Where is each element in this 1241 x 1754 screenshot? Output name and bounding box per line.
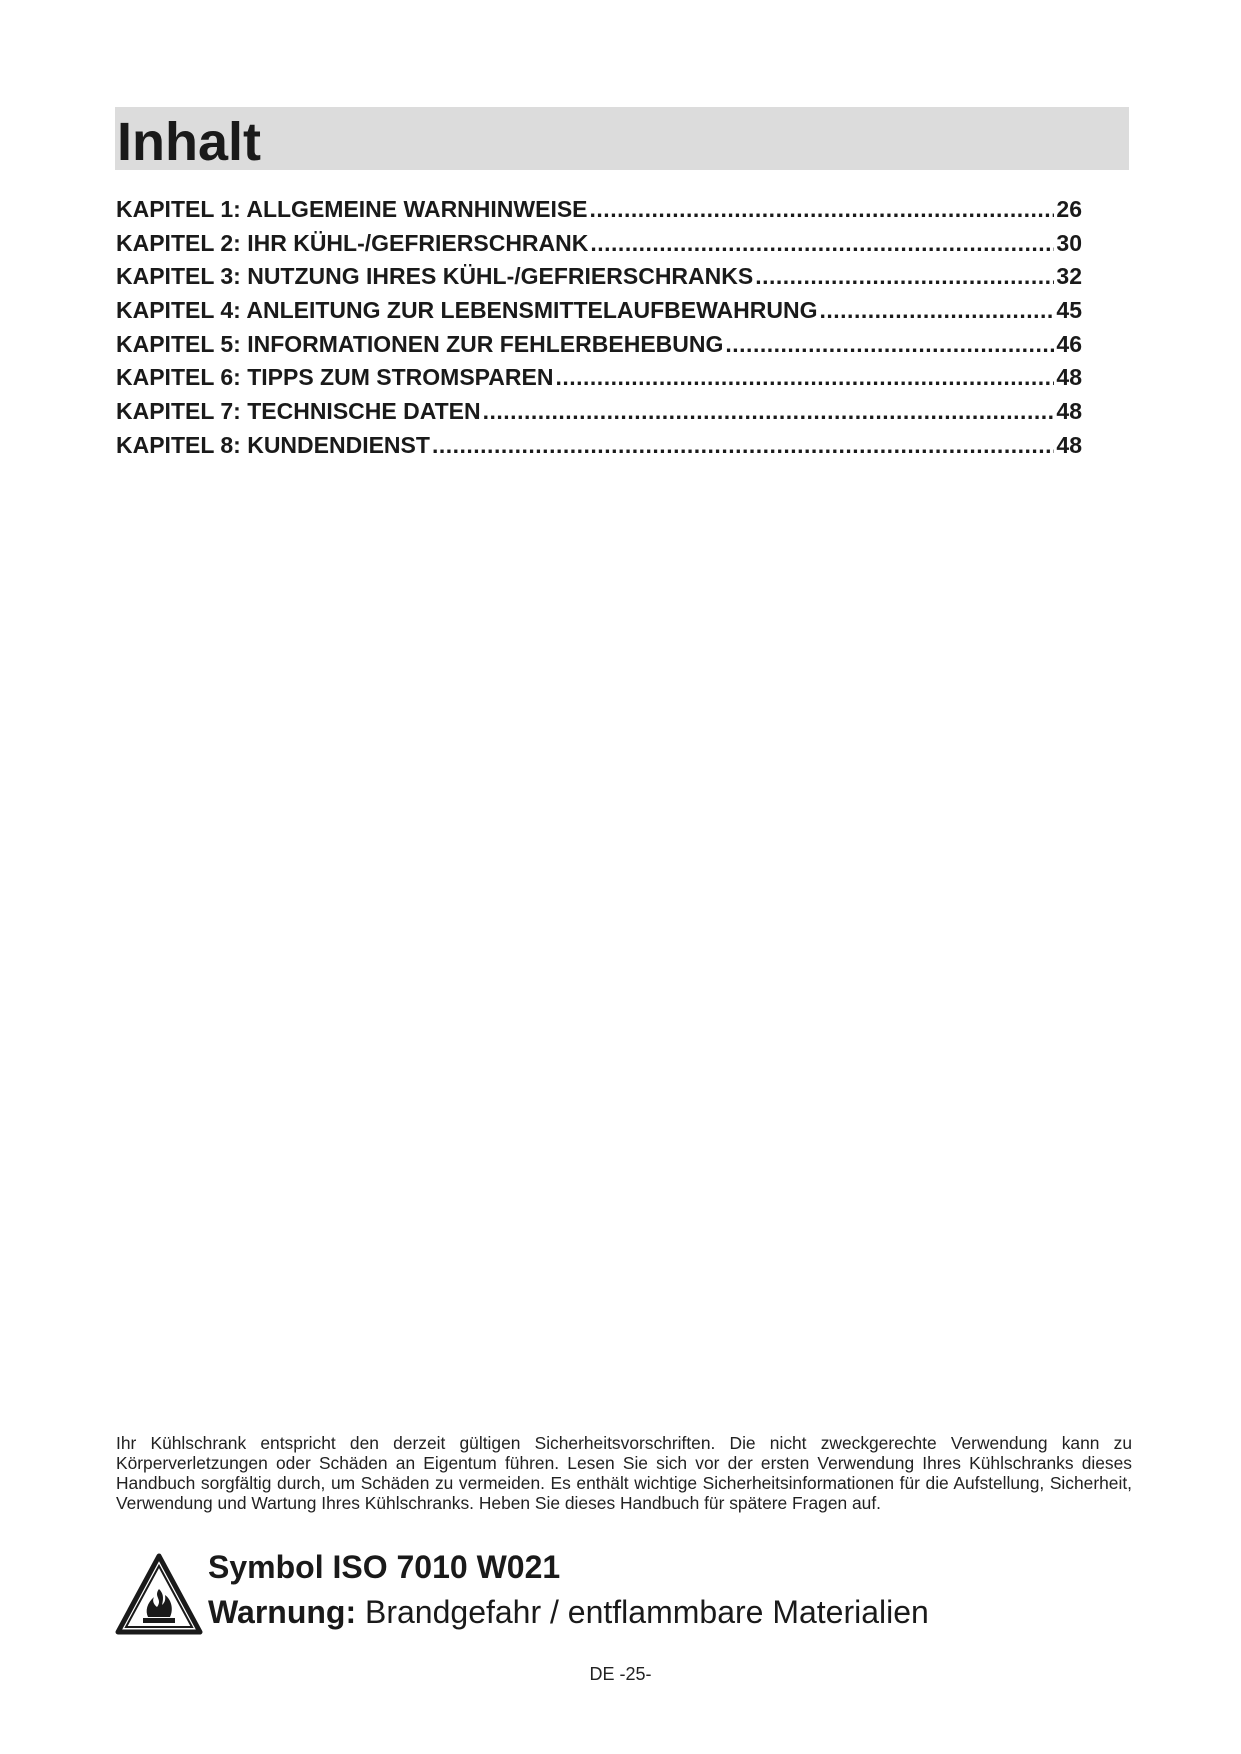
toc-entry-page: 48 [1056,364,1082,391]
toc-leader-dots [755,263,1054,290]
toc-entry-title: KAPITEL 6: TIPPS ZUM STROMSPAREN [116,364,554,391]
toc-entry-page: 46 [1056,330,1082,357]
toc-entry-title: KAPITEL 4: ANLEITUNG ZUR LEBENSMITTELAUFBEWAHRUNG [116,297,818,324]
toc-entry-page: 30 [1056,229,1082,256]
toc-leader-dots [820,297,1055,324]
page-title: Inhalt [117,112,261,172]
toc-leader-dots [555,364,1054,391]
toc-entry[interactable] [116,331,1082,365]
toc-entry-title: KAPITEL 3: NUTZUNG IHRES KÜHL-/GEFRIERSCHRANKS [116,263,754,290]
toc-entry[interactable] [116,263,1082,297]
toc-entry-page: 48 [1056,398,1082,425]
toc-entry-title: KAPITEL 1: ALLGEMEINE WARNHINWEISE [116,196,588,222]
toc-entry[interactable] [116,364,1082,398]
toc-leader-dots [725,331,1054,358]
toc-entry[interactable] [116,432,1082,466]
toc-entry-title: KAPITEL 7: TECHNISCHE DATEN [116,398,481,425]
table-of-contents [116,196,1082,466]
intro-paragraph: Ihr Kühlschrank entspricht den derzeit gültigen Sicherheitsvorschriften. Die nicht zweckgerechte Verwendung kann zu Körperverletzungen oder Schäden an Eigentum führen. Lesen Sie sich vor der ersten Verwendung Ihres Kühlschranks dieses Handbuch sorgfältig durch, um Schäden zu vermeiden. Es enthält wichtige Sicherheitsinformationen für die Aufstellung, Sicherheit, Verwendung und Wartung Ihres Kühlschranks. Heben Sie dieses Handbuch für spätere Fragen auf. [116,1433,1132,1513]
toc-entry-page: 32 [1056,263,1082,290]
toc-entry[interactable] [116,196,1082,230]
toc-leader-dots [590,196,1055,223]
flammable-warning-icon [115,1553,203,1635]
toc-entry-page: 48 [1056,431,1082,458]
warning-line [208,1594,929,1631]
toc-entry[interactable] [116,297,1082,331]
toc-leader-dots [432,432,1054,459]
toc-entry-title: KAPITEL 5: INFORMATIONEN ZUR FEHLERBEHEBUNG [116,330,724,357]
title-bar [115,107,1129,170]
warning-label: Warnung: [208,1594,357,1630]
toc-entry-page: 45 [1056,297,1082,324]
warning-symbol-title: Symbol ISO 7010 W021 [208,1549,561,1585]
toc-entry[interactable] [116,230,1082,264]
warning-block [115,1549,1115,1663]
warning-text: Brandgefahr / entflammbare Materialien [365,1594,929,1630]
toc-leader-dots [483,398,1055,425]
toc-entry-title: KAPITEL 2: IHR KÜHL-/GEFRIERSCHRANK [116,229,589,256]
page-number: DE -25- [589,1664,652,1684]
toc-leader-dots [590,230,1054,257]
toc-entry-title: KAPITEL 8: KUNDENDIENST [116,431,430,458]
toc-entry[interactable] [116,398,1082,432]
toc-entry-page: 26 [1056,196,1082,222]
